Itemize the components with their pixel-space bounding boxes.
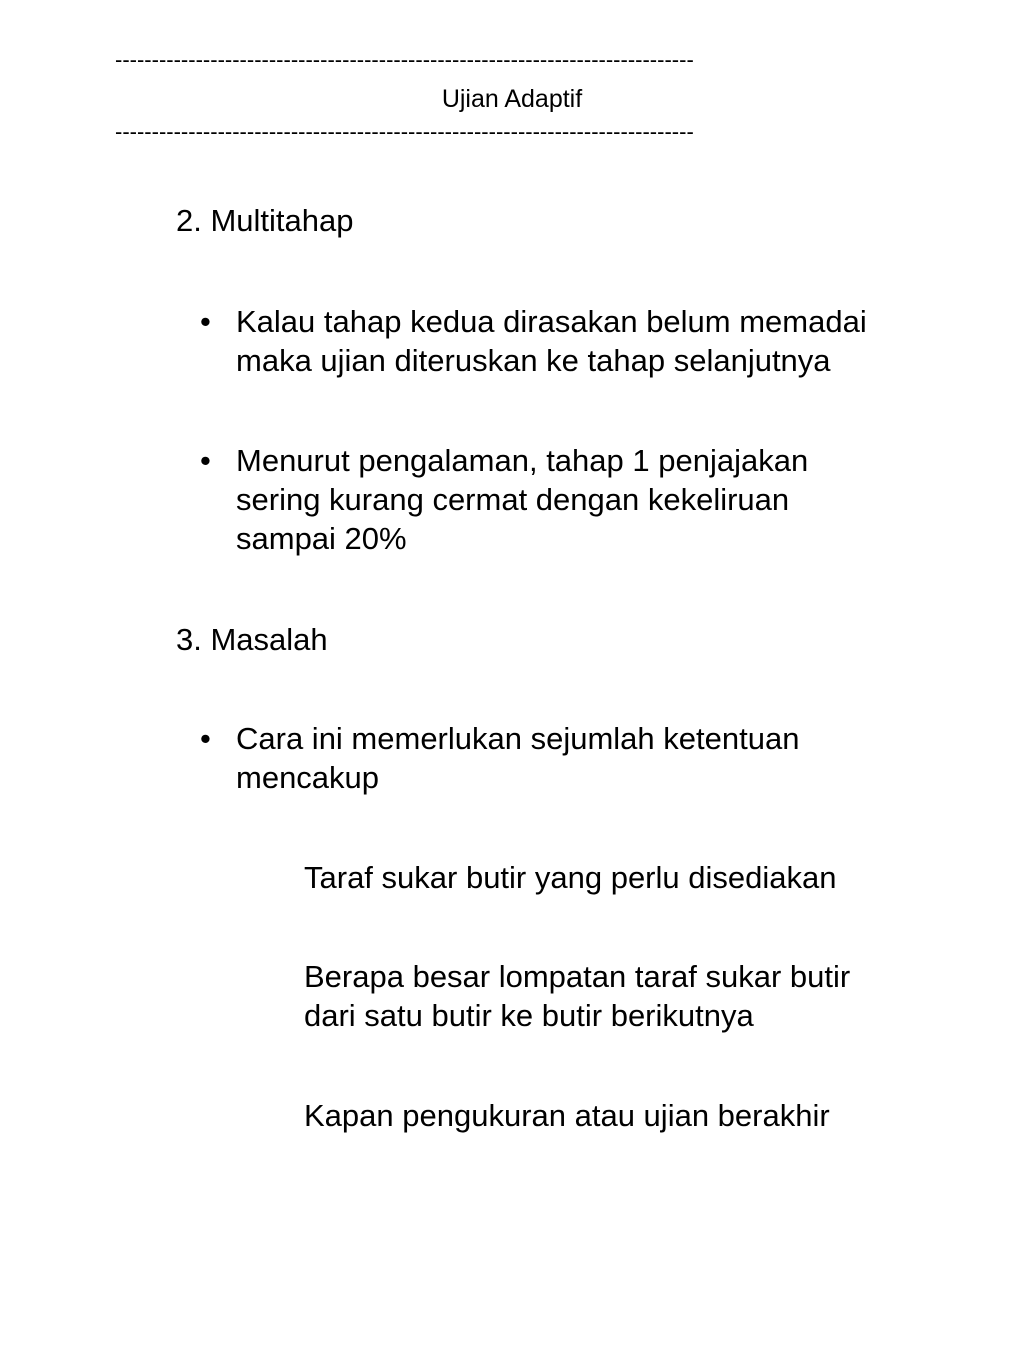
bullet-marker: •	[200, 304, 211, 339]
criteria-item	[304, 858, 836, 897]
text-line: Kalau tahap kedua dirasakan belum memadai	[236, 304, 867, 339]
bullet-text	[236, 719, 799, 797]
text-line: Taraf sukar butir yang perlu disediakan	[304, 860, 837, 895]
bullet-marker: •	[200, 443, 211, 478]
bullet-text	[236, 441, 808, 558]
bullet-marker: •	[200, 721, 211, 756]
section-heading-masalah: 3. Masalah	[176, 622, 328, 657]
text-line: sering kurang cermat dengan kekeliruan	[236, 482, 790, 517]
criteria-item	[304, 957, 850, 1035]
text-line: dari satu butir ke butir berikutnya	[304, 998, 754, 1033]
text-line: maka ujian diteruskan ke tahap selanjutnya	[236, 343, 831, 378]
text-line: mencakup	[236, 760, 380, 795]
bullet-text	[236, 302, 867, 380]
criteria-item	[304, 1096, 830, 1135]
text-line: Menurut pengalaman, tahap 1 penjajakan	[236, 443, 809, 478]
text-line: Berapa besar lompatan taraf sukar butir	[304, 959, 851, 994]
text-line: sampai 20%	[236, 521, 407, 556]
text-line: Kapan pengukuran atau ujian berakhir	[304, 1098, 830, 1133]
section-heading-multitahap: 2. Multitahap	[176, 203, 354, 238]
page-title: Ujian Adaptif	[441, 85, 583, 113]
header-rule-bottom: -------------------------------------------------------------------------------	[115, 120, 694, 144]
text-line: Cara ini memerlukan sejumlah ketentuan	[236, 721, 800, 756]
header-rule-top: -------------------------------------------------------------------------------	[115, 48, 694, 72]
